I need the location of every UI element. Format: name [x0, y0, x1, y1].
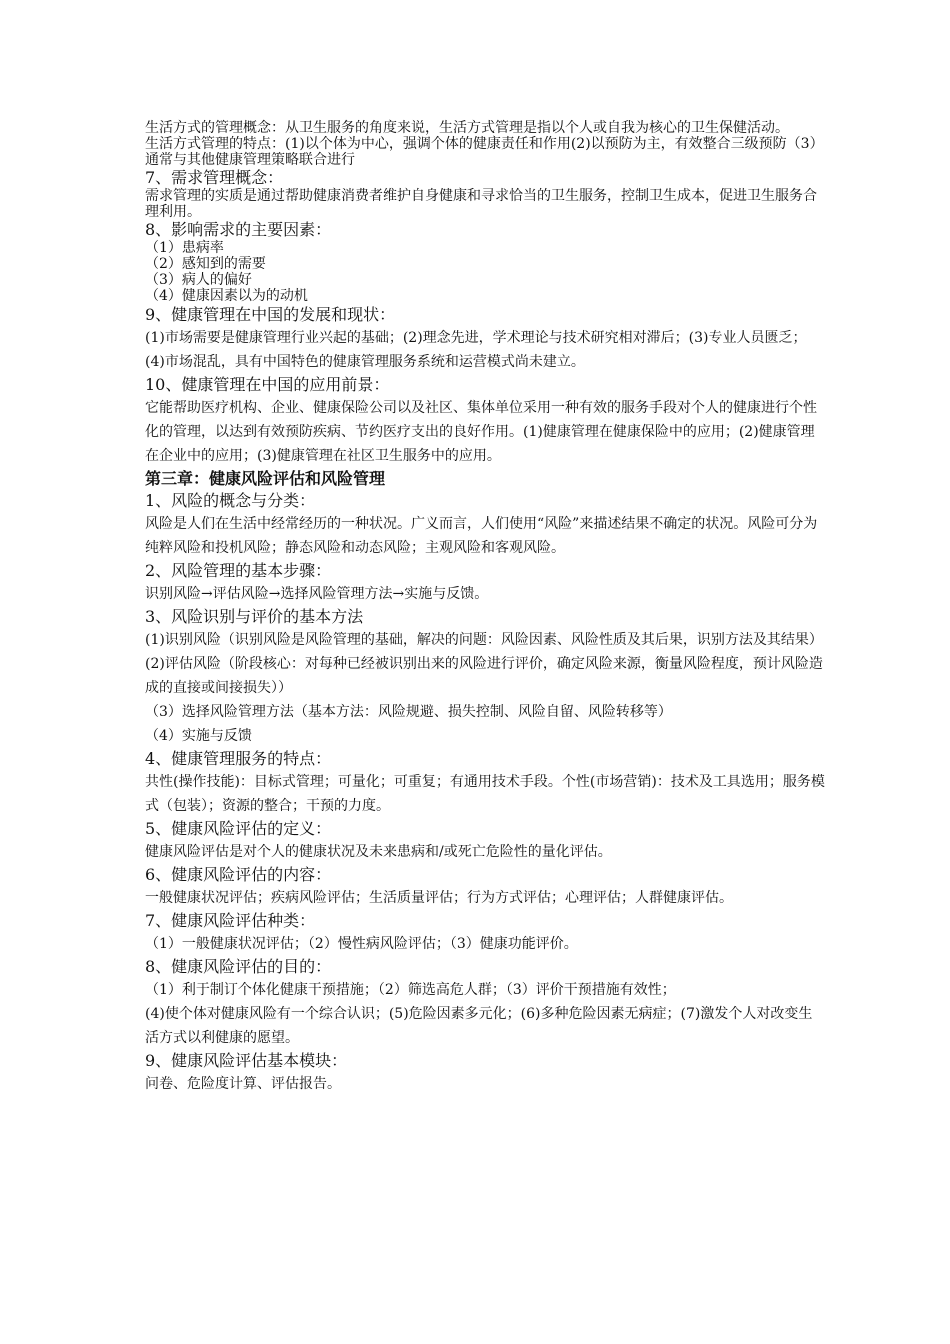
heading-hra-purpose: 8、健康风险评估的目的： [145, 957, 332, 976]
heading-hra-types: 7、健康风险评估种类： [145, 911, 316, 930]
factor-item: （4）健康因素以为的动机 [145, 288, 308, 304]
heading-risk-concept: 1、风险的概念与分类： [145, 491, 316, 510]
risk-method-item: (2)评估风险（阶段核心：对每种已经被识别出来的风险进行评价，确定风险来源，衡量风险程度，预计风险造成的直接或间接损失）） [145, 656, 823, 696]
risk-method-item: （4）实施与反馈 [145, 728, 252, 744]
heading-demand-concept: 7、需求管理概念： [145, 168, 284, 187]
hra-purpose-text: （1）利于制订个体化健康干预措施；（2）筛选高危人群；（3）评价干预措施有效性； [145, 982, 676, 998]
hra-modules-text: 问卷、危险度计算、评估报告。 [145, 1076, 341, 1092]
hra-content-text: 一般健康状况评估；疾病风险评估；生活质量评估；行为方式评估；心理评估；人群健康评估。 [145, 890, 733, 906]
heading-china-prospect: 10、健康管理在中国的应用前景： [145, 375, 390, 394]
heading-demand-factors: 8、影响需求的主要因素： [145, 220, 332, 239]
heading-china-status: 9、健康管理在中国的发展和现状： [145, 305, 396, 324]
risk-method-item: （3）选择风险管理方法（基本方法：风险规避、损失控制、风险自留、风险转移等） [145, 704, 672, 720]
heading-hra-definition: 5、健康风险评估的定义： [145, 819, 332, 838]
hra-purpose-text: (4)使个体对健康风险有一个综合认识；(5)危险因素多元化；(6)多种危险因素无病症；(7)激发个人对改变生活方式以利健康的愿望。 [145, 1006, 813, 1046]
risk-concept-text: 风险是人们在生活中经常经历的一种状况。广义而言，人们使用“风险”来描述结果不确定的状况。风险可分为纯粹风险和投机风险；静态风险和动态风险；主观风险和客观风险。 [145, 516, 818, 556]
heading-risk-steps: 2、风险管理的基本步骤： [145, 561, 332, 580]
chapter-three-title: 第三章：健康风险评估和风险管理 [145, 469, 386, 488]
heading-hra-content: 6、健康风险评估的内容： [145, 865, 332, 884]
service-features-text: 共性(操作技能)：目标式管理；可量化；可重复；有通用技术手段。个性(市场营销)：技术及工具选用；服务模式（包装）；资源的整合；干预的力度。 [145, 774, 825, 814]
document-page [145, 120, 825, 1096]
lifestyle-concept-text: 生活方式的管理概念：从卫生服务的角度来说，生活方式管理是指以个人或自我为核心的卫生保健活动。 [145, 120, 789, 136]
china-status-text: (1)市场需要是健康管理行业兴起的基础；(2)理念先进，学术理论与技术研究相对滞后；(3)专业人员匮乏；(4)市场混乱，具有中国特色的健康管理服务系统和运营模式尚未建立。 [145, 330, 807, 370]
risk-steps-text: 识别风险→评估风险→选择风险管理方法→实施与反馈。 [145, 586, 489, 602]
factor-item: （1）患病率 [145, 240, 224, 256]
lifestyle-features-text: 生活方式管理的特点：(1)以个体为中心，强调个体的健康责任和作用(2)以预防为主，有效整合三级预防（3）通常与其他健康管理策略联合进行 [145, 136, 824, 168]
heading-service-features: 4、健康管理服务的特点： [145, 749, 332, 768]
factor-item: （3）病人的偏好 [145, 272, 252, 288]
risk-method-item: (1)识别风险（识别风险是风险管理的基础，解决的问题：风险因素、风险性质及其后果，识别方法及其结果） [145, 632, 823, 648]
hra-types-text: （1）一般健康状况评估；（2）慢性病风险评估；（3）健康功能评价。 [145, 936, 578, 952]
heading-risk-methods: 3、风险识别与评价的基本方法 [145, 607, 364, 626]
china-prospect-text: 它能帮助医疗机构、企业、健康保险公司以及社区、集体单位采用一种有效的服务手段对个人的健康进行个性化的管理，以达到有效预防疾病、节约医疗支出的良好作用。(1)健康管理在健康保险中的应用；(2)健康管理在企业中的应用；(3)健康管理在社区卫生服务中的应用。 [145, 400, 817, 464]
heading-hra-modules: 9、健康风险评估基本模块： [145, 1051, 348, 1070]
demand-concept-text: 需求管理的实质是通过帮助健康消费者维护自身健康和寻求恰当的卫生服务，控制卫生成本，促进卫生服务合理利用。 [145, 188, 817, 220]
hra-definition-text: 健康风险评估是对个人的健康状况及未来患病和/或死亡危险性的量化评估。 [145, 844, 612, 860]
factor-item: （2）感知到的需要 [145, 256, 266, 272]
